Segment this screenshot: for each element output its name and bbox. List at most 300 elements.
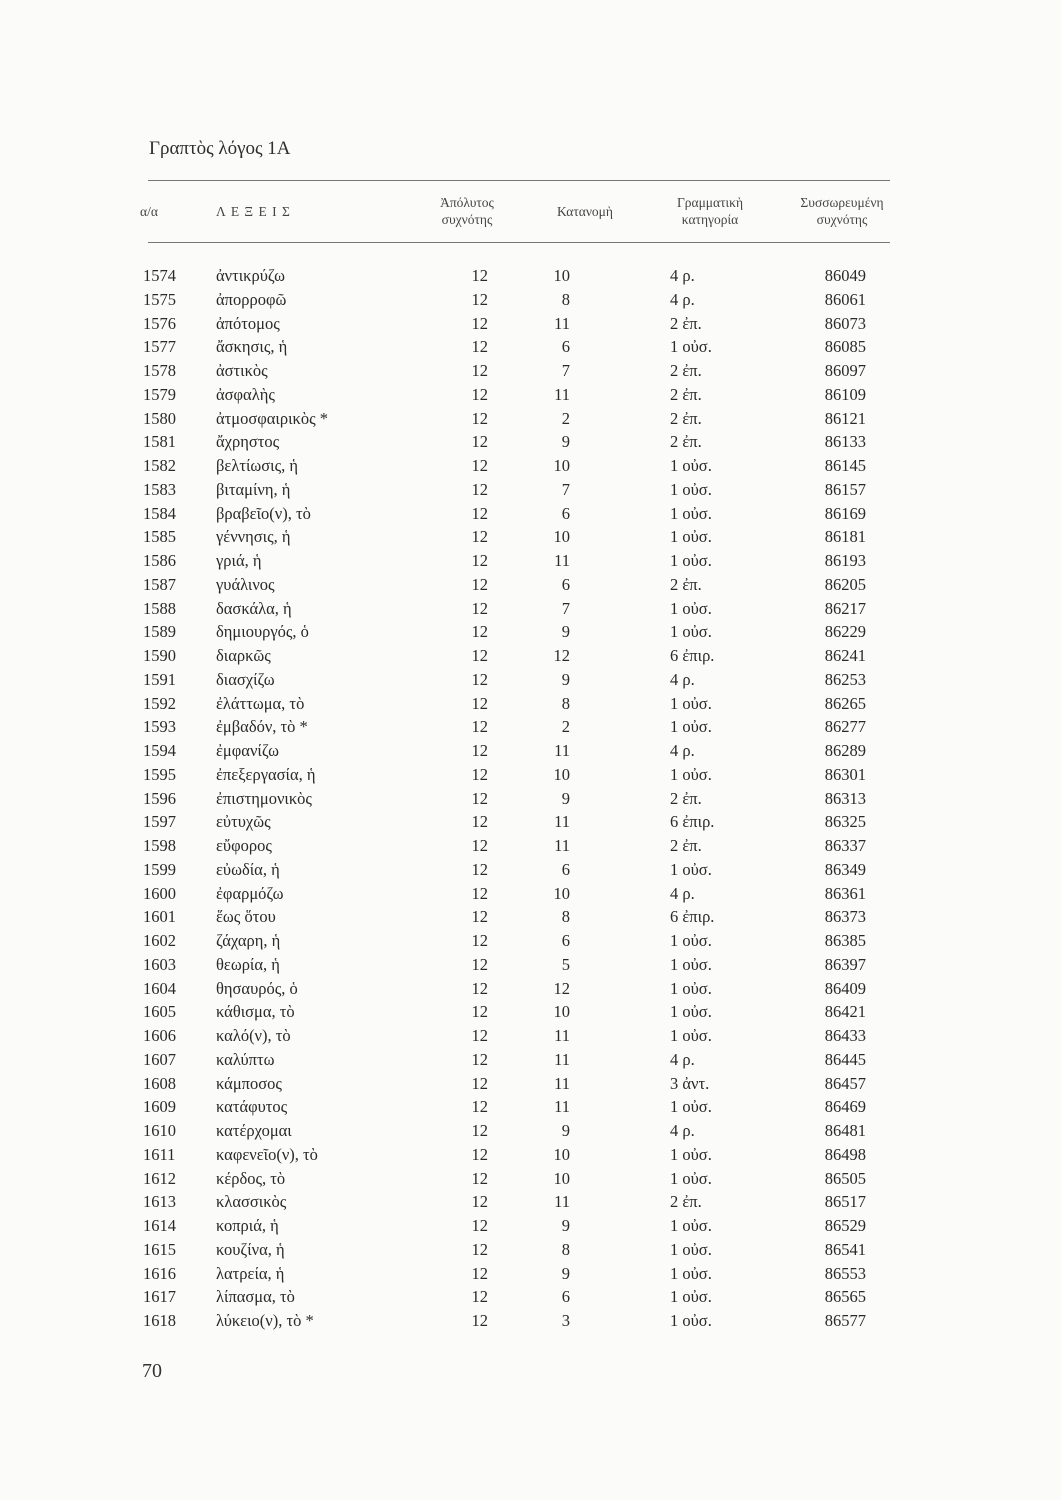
row-cumulative-frequency: 86481 — [824, 1121, 866, 1140]
row-distribution: 10 — [553, 1168, 570, 1188]
row-number: 1616 — [143, 1263, 176, 1283]
table-row — [0, 454, 1061, 478]
table-row — [0, 1214, 1061, 1238]
row-distribution: 9 — [561, 669, 570, 689]
table-row — [0, 692, 1061, 716]
header-absolute-frequency-line1: Ἀπόλυτος — [440, 195, 494, 210]
row-grammatical-category: 4 ρ. — [670, 1121, 695, 1140]
row-grammatical-category: 6 ἐπιρ. — [670, 812, 715, 832]
row-distribution: 10 — [553, 764, 570, 784]
row-number: 1575 — [143, 289, 176, 309]
header-cumulative-frequency-line2: συχνότης — [816, 212, 868, 227]
row-cumulative-frequency: 86505 — [824, 1168, 866, 1188]
row-cumulative-frequency: 86133 — [824, 432, 866, 452]
row-absolute-frequency: 12 — [471, 1239, 488, 1259]
table-row — [0, 264, 1061, 288]
row-number: 1574 — [143, 266, 176, 285]
row-distribution: 10 — [553, 527, 570, 547]
row-word: κατάφυτος — [216, 1097, 288, 1117]
row-grammatical-category: 1 οὐσ. — [670, 551, 712, 570]
row-grammatical-category: 1 οὐσ. — [670, 1263, 712, 1283]
row-cumulative-frequency: 86433 — [824, 1026, 866, 1045]
header-absolute-frequency — [412, 194, 522, 228]
row-absolute-frequency: 12 — [471, 1216, 488, 1235]
row-cumulative-frequency: 86253 — [824, 669, 866, 689]
row-number: 1586 — [143, 551, 176, 570]
row-number: 1594 — [143, 741, 176, 760]
row-cumulative-frequency: 86397 — [824, 954, 866, 974]
row-absolute-frequency: 12 — [471, 289, 488, 309]
row-number: 1609 — [143, 1097, 176, 1117]
row-word: ἐφαρμόζω — [216, 883, 284, 903]
table-row — [0, 478, 1061, 502]
row-grammatical-category: 4 ρ. — [670, 669, 695, 689]
row-word: ἀπορροφῶ — [216, 289, 287, 309]
row-cumulative-frequency: 86301 — [824, 764, 866, 784]
row-number: 1607 — [143, 1049, 176, 1069]
row-absolute-frequency: 12 — [471, 978, 488, 998]
row-number: 1613 — [143, 1192, 176, 1212]
row-word: λύκειο(ν), τὸ * — [216, 1311, 314, 1330]
table-row — [0, 882, 1061, 906]
row-grammatical-category: 4 ρ. — [670, 266, 695, 285]
row-word: βελτίωσις, ἡ — [216, 456, 299, 475]
row-word: γέννησις, ἡ — [216, 527, 291, 547]
row-grammatical-category: 2 ἐπ. — [670, 432, 702, 452]
row-word: γυάλινος — [216, 574, 275, 594]
row-distribution: 6 — [561, 337, 570, 357]
row-number: 1610 — [143, 1121, 176, 1140]
row-number: 1598 — [143, 836, 176, 855]
row-distribution: 7 — [561, 598, 570, 618]
row-number: 1611 — [143, 1144, 176, 1164]
row-word: καλύπτω — [216, 1049, 275, 1069]
table-row — [0, 834, 1061, 858]
row-word: ἀτμοσφαιρικὸς * — [216, 408, 329, 428]
table-row — [0, 668, 1061, 692]
row-distribution: 2 — [561, 717, 570, 737]
row-grammatical-category: 1 οὐσ. — [670, 859, 712, 879]
row-absolute-frequency: 12 — [471, 1097, 488, 1117]
row-word: ἀστικὸς — [216, 361, 268, 380]
row-number: 1589 — [143, 622, 176, 642]
row-number: 1608 — [143, 1073, 176, 1093]
row-absolute-frequency: 12 — [471, 337, 488, 357]
table-row — [0, 549, 1061, 573]
row-word: καφενεῖο(ν), τὸ — [216, 1144, 318, 1164]
row-word: εὐωδία, ἡ — [216, 859, 280, 879]
row-distribution: 10 — [553, 883, 570, 903]
row-cumulative-frequency: 86277 — [824, 717, 866, 737]
table-row — [0, 597, 1061, 621]
row-number: 1604 — [143, 978, 176, 998]
table-row — [0, 1143, 1061, 1167]
row-absolute-frequency: 12 — [471, 622, 488, 642]
row-absolute-frequency: 12 — [471, 907, 488, 927]
row-number: 1599 — [143, 859, 176, 879]
table-row — [0, 525, 1061, 549]
table-row — [0, 620, 1061, 644]
table-row — [0, 407, 1061, 431]
row-word: διασχίζω — [216, 669, 275, 689]
row-distribution: 11 — [554, 313, 570, 333]
row-grammatical-category: 1 οὐσ. — [670, 1026, 712, 1045]
row-number: 1581 — [143, 432, 176, 452]
row-absolute-frequency: 12 — [471, 432, 488, 452]
row-absolute-frequency: 12 — [471, 456, 488, 475]
header-grammatical-category-line1: Γραμματικὴ — [676, 195, 744, 210]
row-absolute-frequency: 12 — [471, 313, 488, 333]
row-number: 1593 — [143, 717, 176, 737]
header-distribution: Κατανομὴ — [557, 204, 613, 219]
table-row — [0, 1309, 1061, 1333]
row-distribution: 6 — [561, 503, 570, 523]
row-cumulative-frequency: 86049 — [824, 266, 866, 285]
table-row — [0, 953, 1061, 977]
row-distribution: 10 — [553, 1002, 570, 1022]
frequency-table — [0, 264, 1061, 1333]
table-row — [0, 739, 1061, 763]
row-number: 1618 — [143, 1311, 176, 1330]
table-row — [0, 1000, 1061, 1024]
row-absolute-frequency: 12 — [471, 1002, 488, 1022]
row-distribution: 8 — [561, 693, 570, 713]
row-number: 1595 — [143, 764, 176, 784]
row-grammatical-category: 1 οὐσ. — [670, 337, 712, 357]
row-number: 1588 — [143, 598, 176, 618]
row-distribution: 5 — [561, 954, 570, 974]
row-number: 1603 — [143, 954, 176, 974]
page-title: Γραπτὸς λόγος 1Α — [149, 138, 291, 159]
row-distribution: 6 — [561, 931, 570, 950]
row-absolute-frequency: 12 — [471, 931, 488, 950]
row-word: βιταμίνη, ἡ — [216, 479, 291, 499]
row-number: 1592 — [143, 693, 176, 713]
row-word: ἕως ὅτου — [216, 907, 276, 927]
row-grammatical-category: 2 ἐπ. — [670, 408, 702, 428]
row-cumulative-frequency: 86217 — [824, 598, 866, 618]
row-number: 1615 — [143, 1239, 176, 1259]
table-row — [0, 1167, 1061, 1191]
row-distribution: 11 — [554, 741, 570, 760]
row-distribution: 9 — [561, 622, 570, 642]
row-cumulative-frequency: 86409 — [824, 978, 866, 998]
row-distribution: 9 — [561, 1263, 570, 1283]
row-distribution: 9 — [561, 788, 570, 808]
row-grammatical-category: 2 ἐπ. — [670, 788, 702, 808]
row-cumulative-frequency: 86109 — [824, 384, 866, 404]
row-distribution: 6 — [561, 1287, 570, 1307]
row-grammatical-category: 1 οὐσ. — [670, 1216, 712, 1235]
row-distribution: 11 — [554, 1026, 570, 1045]
row-grammatical-category: 1 οὐσ. — [670, 1239, 712, 1259]
row-grammatical-category: 1 οὐσ. — [670, 693, 712, 713]
row-absolute-frequency: 12 — [471, 764, 488, 784]
row-absolute-frequency: 12 — [471, 1144, 488, 1164]
row-absolute-frequency: 12 — [471, 1192, 488, 1212]
row-number: 1614 — [143, 1216, 176, 1235]
row-distribution: 9 — [561, 1216, 570, 1235]
row-cumulative-frequency: 86529 — [824, 1216, 866, 1235]
row-absolute-frequency: 12 — [471, 741, 488, 760]
row-number: 1612 — [143, 1168, 176, 1188]
row-word: δασκάλα, ἡ — [216, 598, 292, 618]
row-distribution: 10 — [553, 266, 570, 285]
row-absolute-frequency: 12 — [471, 266, 488, 285]
header-grammatical-category — [650, 194, 770, 228]
table-row — [0, 573, 1061, 597]
row-word: ἀσφαλὴς — [216, 384, 275, 404]
row-word: καλό(ν), τὸ — [216, 1026, 291, 1045]
row-word: ἐπιστημονικὸς — [216, 788, 312, 808]
table-row — [0, 810, 1061, 834]
row-word: εὐτυχῶς — [216, 812, 271, 832]
table-row — [0, 1262, 1061, 1286]
row-number: 1578 — [143, 361, 176, 380]
row-distribution: 8 — [561, 907, 570, 927]
table-row — [0, 1048, 1061, 1072]
row-number: 1576 — [143, 313, 176, 333]
table-row — [0, 787, 1061, 811]
row-word: θησαυρός, ὁ — [216, 978, 298, 998]
row-number: 1602 — [143, 931, 176, 950]
row-number: 1577 — [143, 337, 176, 357]
row-word: κάθισμα, τὸ — [216, 1002, 295, 1022]
row-absolute-frequency: 12 — [471, 384, 488, 404]
row-cumulative-frequency: 86361 — [824, 883, 866, 903]
row-word: ἄσκησις, ἡ — [216, 337, 288, 357]
row-grammatical-category: 1 οὐσ. — [670, 717, 712, 737]
row-word: ζάχαρη, ἡ — [216, 931, 281, 950]
header-bottom-rule — [148, 242, 890, 243]
row-cumulative-frequency: 86421 — [824, 1002, 866, 1022]
row-cumulative-frequency: 86541 — [824, 1239, 866, 1259]
row-cumulative-frequency: 86498 — [824, 1144, 866, 1164]
row-cumulative-frequency: 86061 — [824, 289, 866, 309]
row-absolute-frequency: 12 — [471, 551, 488, 570]
row-distribution: 11 — [554, 1049, 570, 1069]
row-grammatical-category: 1 οὐσ. — [670, 1002, 712, 1022]
row-distribution: 11 — [554, 836, 570, 855]
row-word: ἐμβαδόν, τὸ * — [216, 717, 308, 737]
row-cumulative-frequency: 86373 — [824, 907, 866, 927]
table-row — [0, 359, 1061, 383]
row-cumulative-frequency: 86145 — [824, 456, 866, 475]
row-word: ἄχρηστος — [216, 432, 280, 452]
row-distribution: 6 — [561, 574, 570, 594]
row-word: ἐπεξεργασία, ἡ — [216, 764, 316, 784]
row-grammatical-category: 2 ἐπ. — [670, 313, 702, 333]
table-row — [0, 312, 1061, 336]
row-absolute-frequency: 12 — [471, 836, 488, 855]
row-distribution: 12 — [553, 646, 570, 665]
row-distribution: 8 — [561, 1239, 570, 1259]
row-grammatical-category: 1 οὐσ. — [670, 527, 712, 547]
row-grammatical-category: 1 οὐσ. — [670, 1311, 712, 1330]
row-word: κάμποσος — [216, 1073, 282, 1093]
row-word: εὔφορος — [216, 836, 272, 855]
row-grammatical-category: 1 οὐσ. — [670, 978, 712, 998]
table-row — [0, 1024, 1061, 1048]
table-row — [0, 715, 1061, 739]
row-grammatical-category: 4 ρ. — [670, 289, 695, 309]
row-cumulative-frequency: 86229 — [824, 622, 866, 642]
row-cumulative-frequency: 86313 — [824, 788, 866, 808]
row-grammatical-category: 1 οὐσ. — [670, 479, 712, 499]
row-absolute-frequency: 12 — [471, 1073, 488, 1093]
row-cumulative-frequency: 86157 — [824, 479, 866, 499]
row-grammatical-category: 1 οὐσ. — [670, 1097, 712, 1117]
row-word: λατρεία, ἡ — [216, 1263, 285, 1283]
row-word: λίπασμα, τὸ — [216, 1287, 295, 1307]
header-absolute-frequency-line2: συχνότης — [441, 212, 493, 227]
row-absolute-frequency: 12 — [471, 408, 488, 428]
row-distribution: 9 — [561, 432, 570, 452]
row-grammatical-category: 1 οὐσ. — [670, 954, 712, 974]
row-word: κουζίνα, ἡ — [216, 1239, 285, 1259]
row-number: 1582 — [143, 456, 176, 475]
row-number: 1606 — [143, 1026, 176, 1045]
row-grammatical-category: 4 ρ. — [670, 883, 695, 903]
row-word: κοπριά, ἡ — [216, 1216, 279, 1235]
row-word: διαρκῶς — [216, 646, 271, 665]
row-absolute-frequency: 12 — [471, 598, 488, 618]
header-top-rule — [148, 180, 890, 181]
row-grammatical-category: 1 οὐσ. — [670, 1168, 712, 1188]
row-grammatical-category: 4 ρ. — [670, 741, 695, 760]
row-absolute-frequency: 12 — [471, 361, 488, 380]
row-cumulative-frequency: 86121 — [824, 408, 866, 428]
row-grammatical-category: 1 οὐσ. — [670, 622, 712, 642]
row-absolute-frequency: 12 — [471, 1049, 488, 1069]
row-absolute-frequency: 12 — [471, 1287, 488, 1307]
table-row — [0, 977, 1061, 1001]
header-cumulative-frequency — [780, 194, 904, 228]
row-absolute-frequency: 12 — [471, 574, 488, 594]
row-distribution: 10 — [553, 1144, 570, 1164]
row-cumulative-frequency: 86349 — [824, 859, 866, 879]
row-absolute-frequency: 12 — [471, 646, 488, 665]
row-word: ἀντικρύζω — [216, 266, 285, 285]
row-grammatical-category: 1 οὐσ. — [670, 456, 712, 475]
row-cumulative-frequency: 86337 — [824, 836, 866, 855]
row-number: 1587 — [143, 574, 176, 594]
table-row — [0, 1119, 1061, 1143]
row-number: 1584 — [143, 503, 176, 523]
header-cumulative-frequency-line1: Συσσωρευμένη — [800, 195, 884, 210]
row-cumulative-frequency: 86241 — [824, 646, 866, 665]
row-cumulative-frequency: 86289 — [824, 741, 866, 760]
row-distribution: 6 — [561, 859, 570, 879]
table-row — [0, 1238, 1061, 1262]
table-row — [0, 335, 1061, 359]
row-grammatical-category: 2 ἐπ. — [670, 1192, 702, 1212]
row-absolute-frequency: 12 — [471, 527, 488, 547]
row-word: κατέρχομαι — [216, 1121, 292, 1140]
row-absolute-frequency: 12 — [471, 1026, 488, 1045]
table-row — [0, 858, 1061, 882]
row-word: ἀπότομος — [216, 313, 280, 333]
table-row — [0, 1285, 1061, 1309]
row-word: δημιουργός, ὁ — [216, 622, 309, 642]
row-grammatical-category: 1 οὐσ. — [670, 1144, 712, 1164]
row-number: 1583 — [143, 479, 176, 499]
row-distribution: 11 — [554, 384, 570, 404]
row-number: 1600 — [143, 883, 176, 903]
table-row — [0, 929, 1061, 953]
row-distribution: 9 — [561, 1121, 570, 1140]
row-distribution: 7 — [561, 361, 570, 380]
table-row — [0, 1072, 1061, 1096]
row-absolute-frequency: 12 — [471, 954, 488, 974]
table-row — [0, 1190, 1061, 1214]
row-word: ἐμφανίζω — [216, 741, 279, 760]
row-absolute-frequency: 12 — [471, 859, 488, 879]
row-distribution: 3 — [561, 1311, 570, 1330]
row-cumulative-frequency: 86073 — [824, 313, 866, 333]
table-row — [0, 430, 1061, 454]
row-grammatical-category: 1 οὐσ. — [670, 931, 712, 950]
row-word: γριά, ἡ — [216, 551, 262, 570]
table-row — [0, 644, 1061, 668]
row-grammatical-category: 1 οὐσ. — [670, 598, 712, 618]
table-row — [0, 905, 1061, 929]
table-row — [0, 1095, 1061, 1119]
row-cumulative-frequency: 86553 — [824, 1263, 866, 1283]
row-cumulative-frequency: 86205 — [824, 574, 866, 594]
header-words: Λ Ε Ξ Ε Ι Σ — [216, 204, 291, 219]
row-cumulative-frequency: 86169 — [824, 503, 866, 523]
row-grammatical-category: 3 ἀντ. — [670, 1073, 710, 1093]
row-cumulative-frequency: 86577 — [824, 1311, 866, 1330]
row-absolute-frequency: 12 — [471, 503, 488, 523]
row-grammatical-category: 1 οὐσ. — [670, 1287, 712, 1307]
header-grammatical-category-line2: κατηγορία — [681, 212, 739, 227]
row-cumulative-frequency: 86517 — [824, 1192, 866, 1212]
row-distribution: 12 — [553, 978, 570, 998]
row-cumulative-frequency: 86469 — [824, 1097, 866, 1117]
row-absolute-frequency: 12 — [471, 812, 488, 832]
row-grammatical-category: 2 ἐπ. — [670, 384, 702, 404]
row-number: 1617 — [143, 1287, 176, 1307]
row-absolute-frequency: 12 — [471, 1311, 488, 1330]
row-absolute-frequency: 12 — [471, 1263, 488, 1283]
row-grammatical-category: 6 ἐπιρ. — [670, 646, 715, 665]
row-grammatical-category: 6 ἐπιρ. — [670, 907, 715, 927]
row-distribution: 8 — [561, 289, 570, 309]
row-cumulative-frequency: 86565 — [824, 1287, 866, 1307]
row-word: κέρδος, τὸ — [216, 1168, 286, 1188]
row-grammatical-category: 2 ἐπ. — [670, 361, 702, 380]
row-cumulative-frequency: 86457 — [824, 1073, 866, 1093]
row-distribution: 7 — [561, 479, 570, 499]
row-number: 1590 — [143, 646, 176, 665]
row-grammatical-category: 2 ἐπ. — [670, 836, 702, 855]
row-distribution: 11 — [554, 1192, 570, 1212]
row-number: 1596 — [143, 788, 176, 808]
row-grammatical-category: 1 οὐσ. — [670, 503, 712, 523]
row-cumulative-frequency: 86085 — [824, 337, 866, 357]
row-number: 1605 — [143, 1002, 176, 1022]
row-cumulative-frequency: 86445 — [824, 1049, 866, 1069]
row-distribution: 11 — [554, 812, 570, 832]
row-cumulative-frequency: 86097 — [824, 361, 866, 380]
row-distribution: 2 — [561, 408, 570, 428]
row-absolute-frequency: 12 — [471, 1121, 488, 1140]
row-absolute-frequency: 12 — [471, 1168, 488, 1188]
table-row — [0, 502, 1061, 526]
row-cumulative-frequency: 86193 — [824, 551, 866, 570]
